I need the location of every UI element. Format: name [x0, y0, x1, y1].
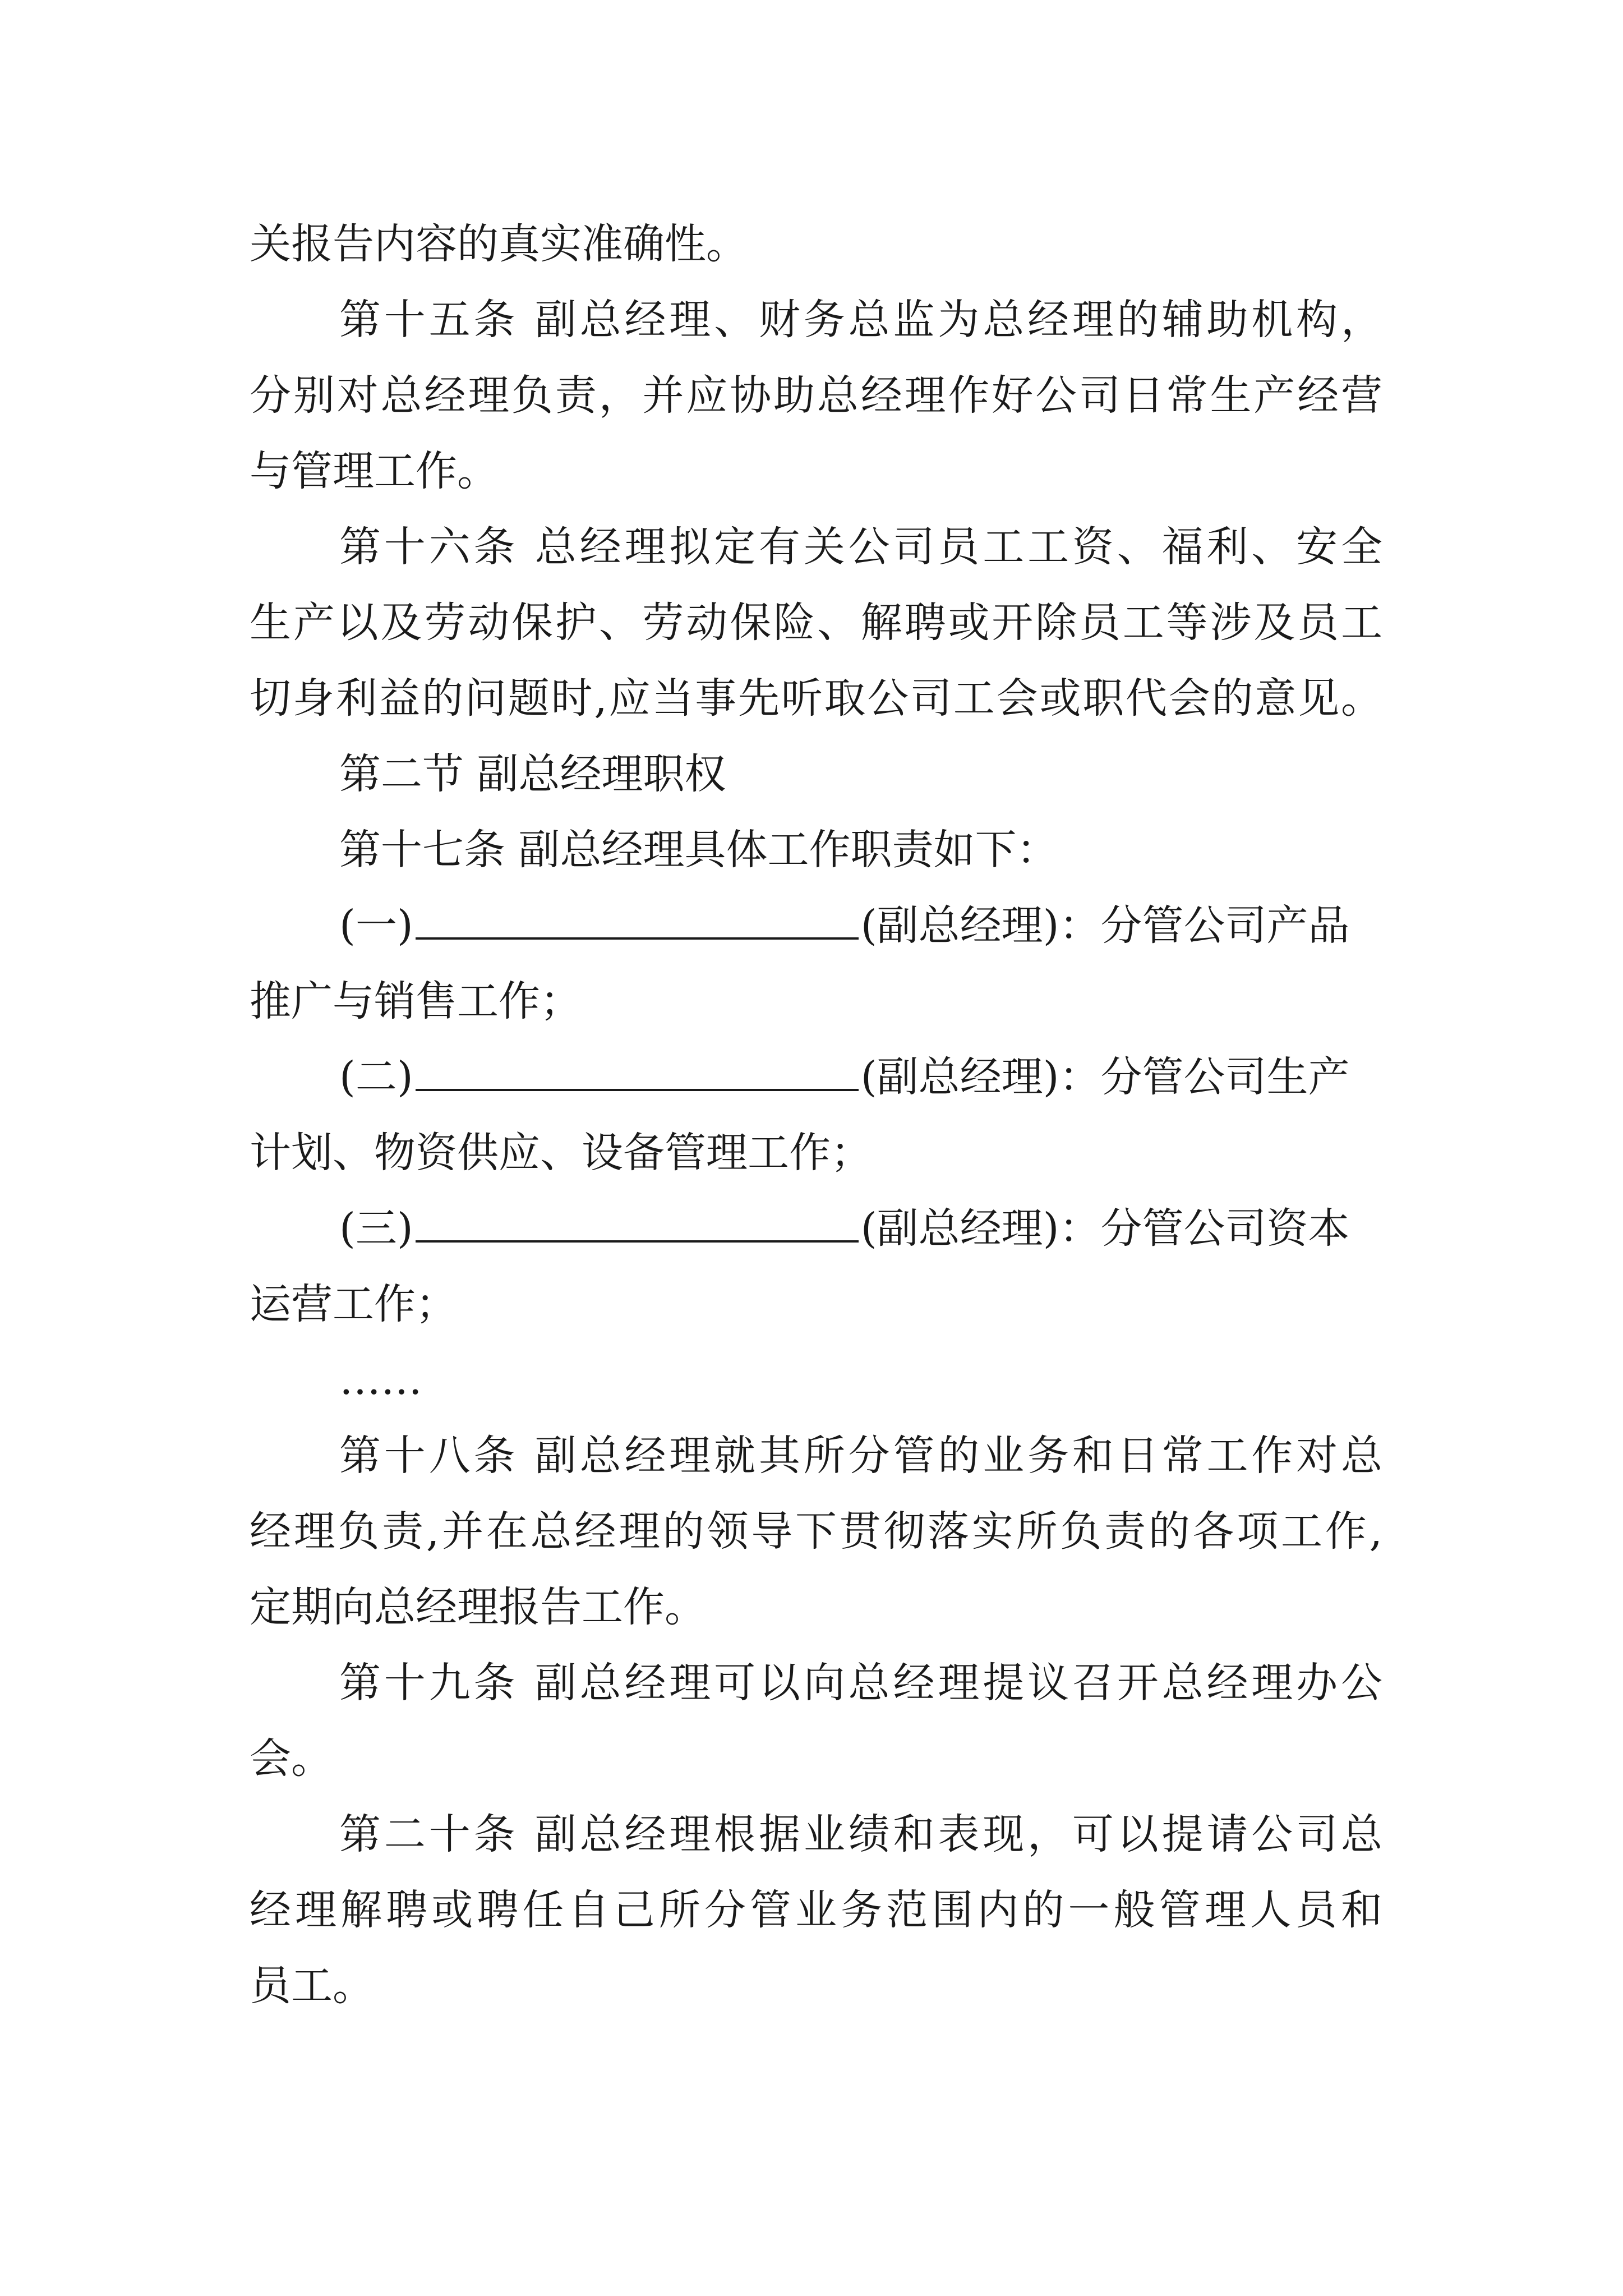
item-text: (副总经理)：分管公司生产	[860, 1053, 1350, 1101]
text-line: 分别对总经理负责，并应协助总经理作好公司日常生产经营	[250, 371, 1382, 420]
name-blank-3[interactable]	[416, 1207, 859, 1243]
item-number: (一)	[339, 901, 413, 950]
item-text: (副总经理)：分管公司产品	[860, 901, 1350, 950]
fill-in-item-3	[339, 1192, 1382, 1265]
article-16-heading-line: 第十六条 总经理拟定有关公司员工工资、福利、安全	[339, 523, 1382, 571]
text-line: 定期向总经理报告工作。	[250, 1583, 706, 1631]
ellipsis-line: ……	[339, 1356, 422, 1404]
text-line: 与管理工作。	[250, 447, 499, 495]
article-17-heading-line: 第十七条 副总经理具体工作职责如下：	[339, 826, 1058, 874]
article-19-heading-line: 第十九条 副总经理可以向总经理提议召开总经理办公	[339, 1659, 1382, 1707]
article-20-heading-line: 第二十条 副总经理根据业绩和表现，可以提请公司总	[339, 1810, 1382, 1858]
item-text: (副总经理)：分管公司资本	[860, 1204, 1350, 1253]
fill-in-item-1	[339, 889, 1382, 962]
article-18-heading-line: 第十八条 副总经理就其所分管的业务和日常工作对总	[339, 1432, 1382, 1480]
text-line: 切身利益的问题时,应当事先听取公司工会或职代会的意见。	[250, 674, 1382, 723]
item-number: (三)	[339, 1204, 413, 1253]
text-line: 经理负责,并在总经理的领导下贯彻落实所负责的各项工作,	[250, 1507, 1382, 1556]
section-heading: 第二节 副总经理职权	[339, 750, 726, 798]
text-line: 推广与销售工作；	[250, 977, 582, 1025]
text-line: 计划、物资供应、设备管理工作；	[250, 1129, 872, 1177]
text-line: 关报告内容的真实准确性。	[250, 220, 748, 268]
item-number: (二)	[339, 1053, 413, 1101]
text-line: 经理解聘或聘任自己所分管业务范围内的一般管理人员和	[250, 1886, 1382, 1934]
fill-in-item-2	[339, 1041, 1382, 1114]
text-line: 会。	[250, 1734, 333, 1783]
article-15-heading-line: 第十五条 副总经理、财务总监为总经理的辅助机构，	[339, 296, 1382, 344]
name-blank-1[interactable]	[416, 904, 859, 940]
text-line: 生产以及劳动保护、劳动保险、解聘或开除员工等涉及员工	[250, 599, 1382, 647]
text-line: 员工。	[250, 1962, 374, 2010]
name-blank-2[interactable]	[416, 1055, 859, 1091]
text-line: 运营工作；	[250, 1280, 457, 1328]
